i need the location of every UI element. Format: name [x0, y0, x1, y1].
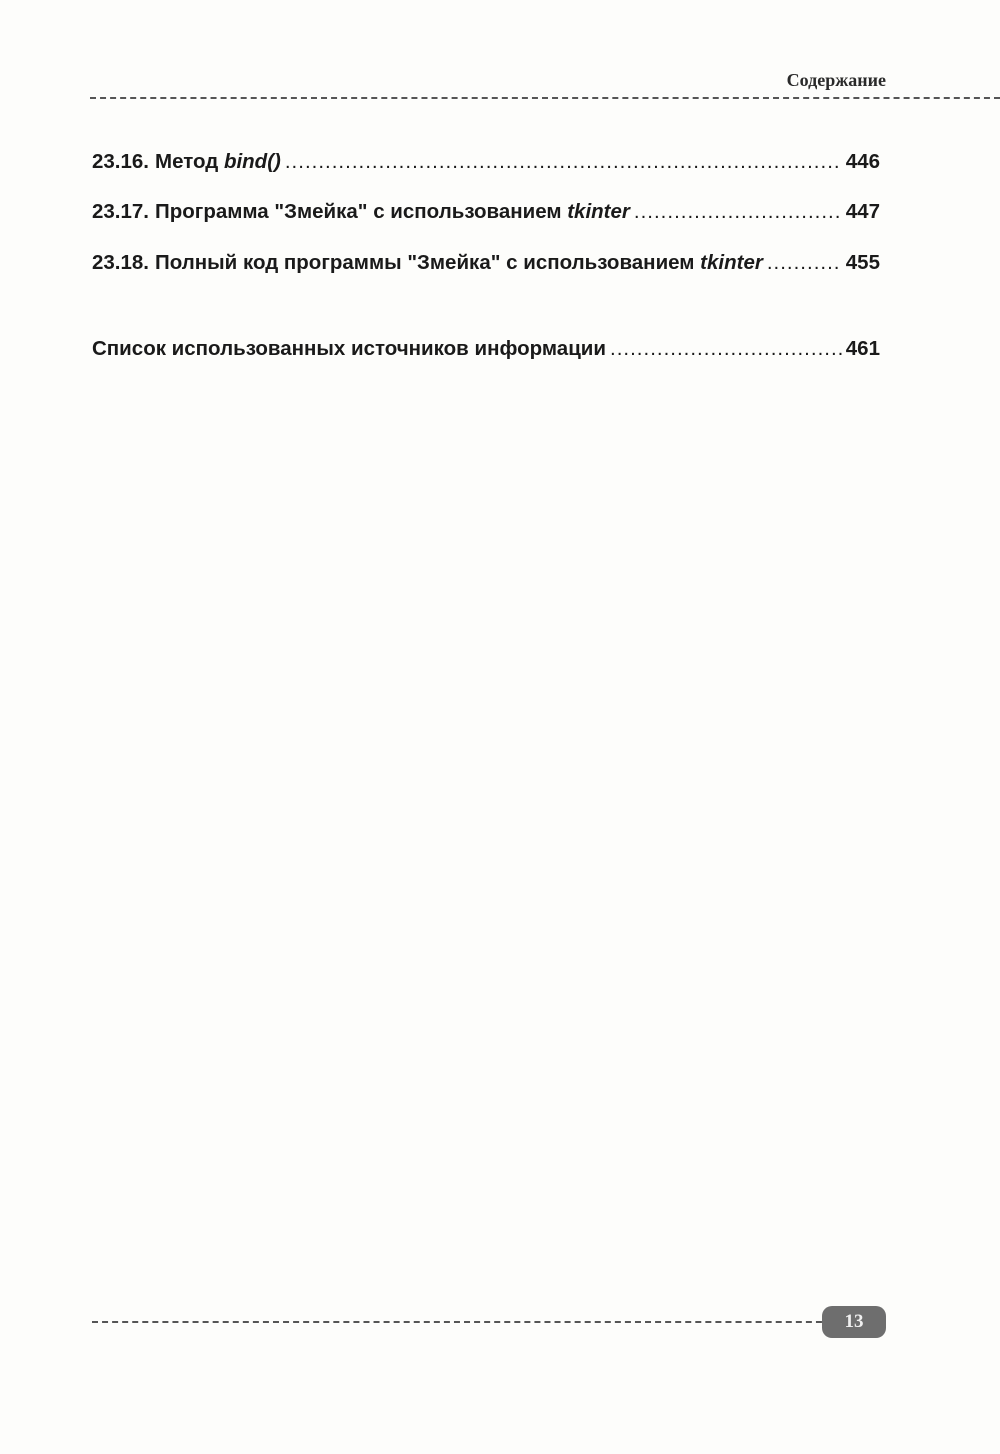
toc-entry-page: 446: [845, 150, 880, 173]
toc-entry-page: 447: [845, 200, 880, 223]
running-header-title: Содержание: [786, 70, 886, 90]
toc-entry-title: Список использованных источников информации: [92, 337, 607, 360]
dot-leader: [610, 336, 842, 362]
dot-leader: [285, 149, 842, 175]
toc-entry-title: Метод bind(): [155, 150, 281, 173]
dot-leader: [767, 250, 842, 276]
toc-entry-23-18[interactable]: [92, 250, 880, 276]
footer-dashed-rule: [92, 1321, 832, 1323]
toc-entry-number: 23.18.: [92, 251, 149, 274]
toc-entry-bibliography[interactable]: [92, 336, 880, 362]
toc-entry-23-16[interactable]: [92, 149, 880, 175]
toc-entry-title: Полный код программы "Змейка" с использованием tkinter: [155, 251, 763, 274]
header-dashed-rule: [90, 97, 1000, 99]
page-number-badge: 13: [822, 1306, 886, 1338]
dot-leader: [634, 199, 842, 225]
toc-entry-page: 455: [845, 251, 880, 274]
toc-entry-number: 23.16.: [92, 150, 149, 173]
toc-entry-number: 23.17.: [92, 200, 149, 223]
toc-entry-page: 461: [845, 337, 880, 360]
toc-entry-title: Программа "Змейка" с использованием tkinter: [155, 200, 630, 223]
toc-entry-23-17[interactable]: [92, 199, 880, 225]
